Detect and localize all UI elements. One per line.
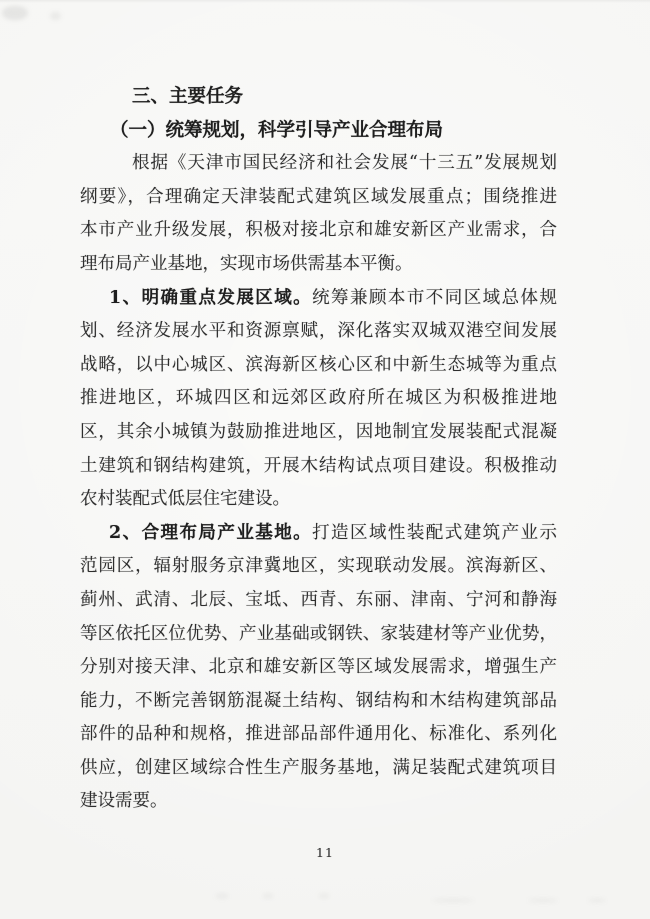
- text-block: [80, 80, 557, 819]
- paragraph-line: 供应，创建区域综合性生产服务基地，满足装配式建筑项目: [80, 757, 557, 778]
- scan-smudge: [432, 898, 474, 903]
- paragraph-line: 推进地区，环城四区和远郊区政府所在城区为积极推进地: [80, 388, 557, 409]
- paragraph-line: 等区依托区位优势、产业基础或钢铁、家装建材等产业优势，: [80, 623, 557, 644]
- page-number: 11: [316, 845, 334, 860]
- paragraph-line: 本市产业升级发展，积极对接北京和雄安新区产业需求，合: [80, 220, 557, 241]
- subsection-heading: （一）统筹规划，科学引导产业合理布局: [110, 119, 444, 141]
- numbered-item-title: 1、明确重点发展区域。: [109, 287, 313, 308]
- paragraph-line: 部件的品种和规格，推进部品部件通用化、标准化、系列化: [80, 724, 557, 745]
- paragraph-line-text: 打造区域性装配式建筑产业示: [312, 522, 557, 543]
- paragraph-line: 农村装配式低层住宅建设。: [80, 489, 290, 510]
- paragraph-line: 建设需要。: [80, 791, 168, 812]
- paragraph-line: 蓟州、武清、北辰、宝坻、西青、东丽、津南、宁河和静海: [80, 589, 557, 610]
- scan-smudge: [528, 898, 558, 903]
- scan-smudge: [50, 12, 61, 20]
- scan-edge-shadow: [0, 0, 650, 3]
- numbered-item-title: 2、合理布局产业基地。: [109, 522, 313, 543]
- paragraph-line: 根据《天津市国民经济和社会发展“十三五”发展规划: [132, 153, 557, 174]
- paragraph-line: [80, 517, 557, 551]
- scan-smudge: [318, 893, 330, 899]
- paragraph-line: 区，其余小城镇为鼓励推进地区，因地制宜发展装配式混凝: [80, 421, 557, 442]
- paragraph-line: 土建筑和钢结构建筑，开展木结构试点项目建设。积极推动: [80, 455, 557, 476]
- scan-smudge: [262, 893, 274, 899]
- paragraph-line: 纲要》，合理确定天津装配式建筑区域发展重点；围绕推进: [80, 186, 557, 207]
- paragraph-line: 分别对接天津、北京和雄安新区等区域发展需求，增强生产: [80, 657, 557, 678]
- section-heading: 三、主要任务: [132, 86, 244, 107]
- paragraph-line: [80, 282, 557, 316]
- paragraph-line: 理布局产业基地，实现市场供需基本平衡。: [80, 253, 413, 274]
- scan-smudge: [588, 898, 606, 903]
- paragraph-line: 划、经济发展水平和资源禀赋，深化落实双城双港空间发展: [80, 321, 557, 342]
- paragraph-line: 战略，以中心城区、滨海新区核心区和中新生态城等为重点: [80, 354, 557, 375]
- paragraph-line-text: 统筹兼顾本市不同区域总体规: [312, 287, 557, 308]
- scan-smudge: [215, 893, 229, 899]
- paragraph-line: 范园区，辐射服务京津冀地区，实现联动发展。滨海新区、: [80, 556, 557, 577]
- scan-smudge: [2, 6, 28, 20]
- paragraph-line: 能力，不断完善钢筋混凝土结构、钢结构和木结构建筑部品: [80, 690, 557, 711]
